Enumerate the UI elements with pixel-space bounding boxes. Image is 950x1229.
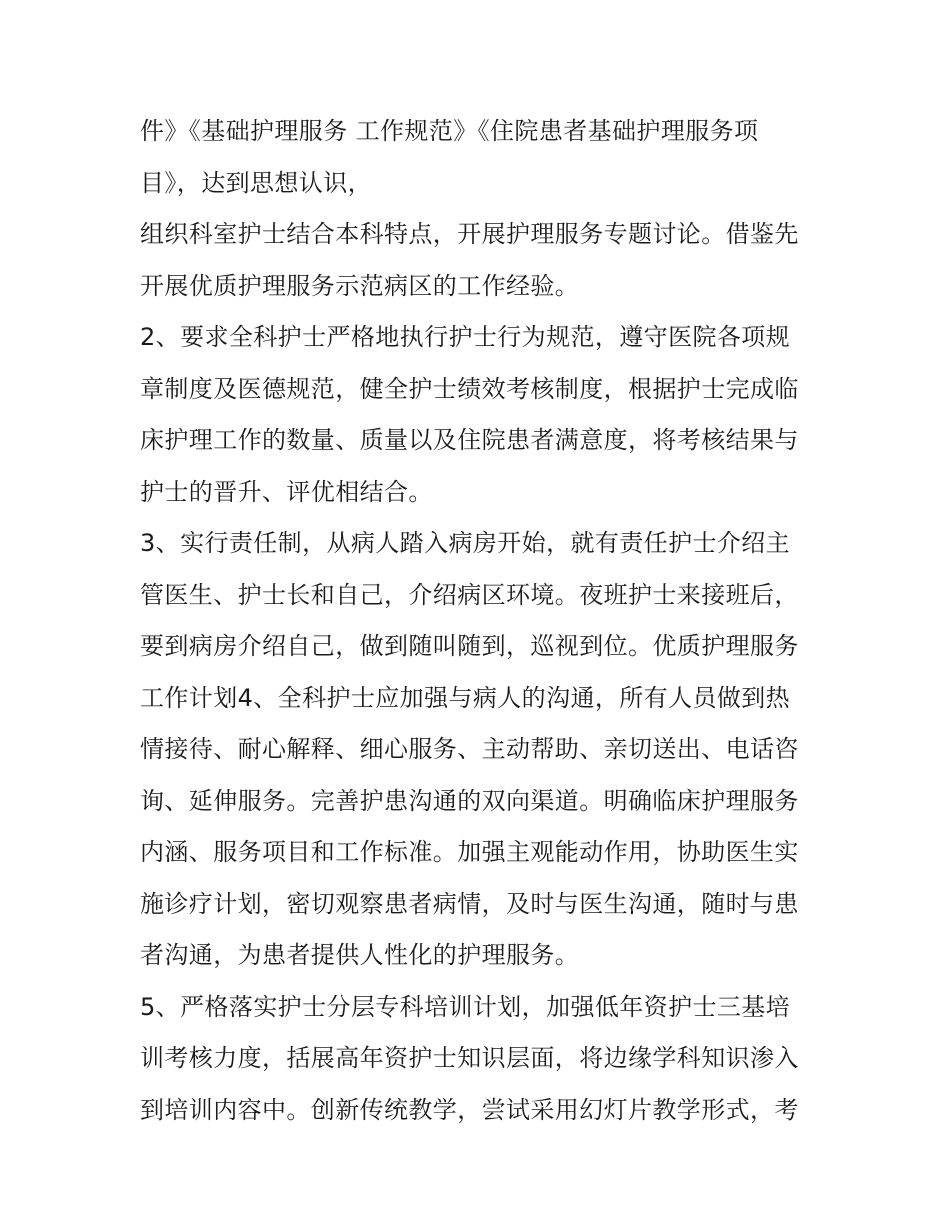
- text-line: 询、延伸服务。完善护患沟通的双向渠道。明确临床护理服务: [140, 786, 799, 815]
- document-body: [140, 106, 820, 1136]
- text-line: 目》，达到思想认识，: [140, 168, 372, 197]
- text-line: 2、要求全科护士严格地执行护士行为规范，遵守医院各项规: [140, 323, 791, 351]
- text-line: 要到病房介绍自己，做到随叫随到，巡视到位。优质护理服务: [140, 632, 799, 660]
- text-line: 内涵、服务项目和工作标准。加强主观能动作用，协助医生实: [140, 838, 799, 866]
- text-line: 护士的晋升、评优相结合。: [140, 477, 433, 506]
- text-line: 管医生、护士长和自己，介绍病区环境。夜班护士来接班后，: [140, 580, 799, 609]
- text-line: 施诊疗计划，密切观察患者病情，及时与医生沟通，随时与患: [140, 889, 799, 918]
- text-line: 床护理工作的数量、质量以及住院患者满意度，将考核结果与: [140, 426, 799, 454]
- text-line: 件》《基础护理服务 工作规范》《住院患者基础护理服务项: [140, 117, 759, 145]
- text-line: 工作计划4、全科护士应加强与病人的沟通，所有人员做到热: [140, 683, 791, 712]
- text-line: 者沟通，为患者提供人性化的护理服务。: [140, 941, 580, 969]
- text-line: 训考核力度，括展高年资护士知识层面，将边缘学科知识渗入: [140, 1044, 799, 1072]
- text-line: 组织科室护士结合本科特点，开展护理服务专题讨论。借鉴先: [140, 220, 799, 248]
- text-line: 到培训内容中。创新传统教学，尝试采用幻灯片教学形式，考: [140, 1095, 799, 1124]
- text-line: 5、严格落实护士分层专科培训计划，加强低年资护士三基培: [140, 992, 791, 1021]
- text-line: 3、实行责任制，从病人踏入病房开始，就有责任护士介绍主: [140, 529, 791, 557]
- text-line: 章制度及医德规范，健全护士绩效考核制度，根据护士完成临: [140, 374, 799, 403]
- text-line: 开展优质护理服务示范病区的工作经验。: [140, 271, 580, 300]
- text-line: 情接待、耐心解释、细心服务、主动帮助、亲切送出、电话咨: [140, 735, 799, 763]
